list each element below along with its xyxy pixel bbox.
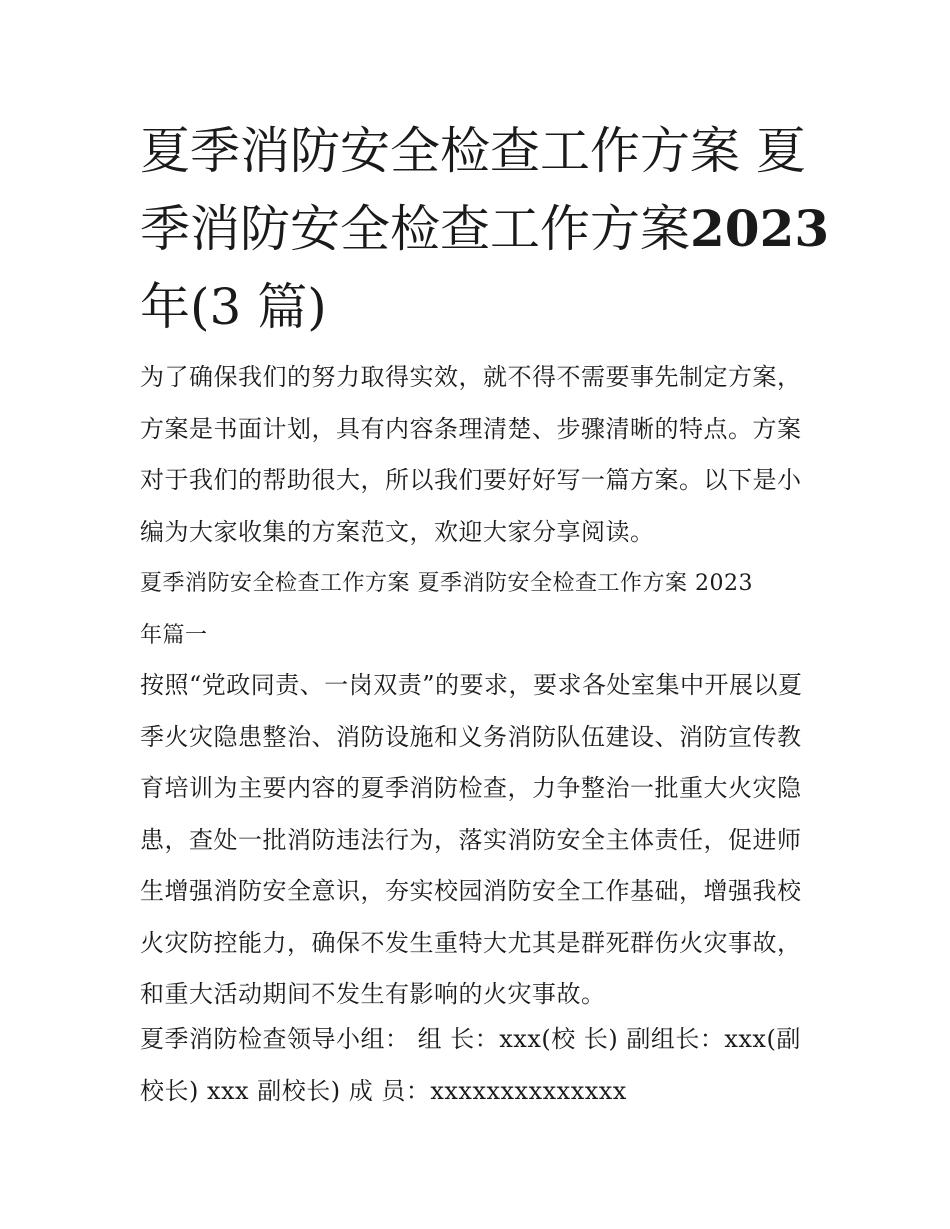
page-title: [140, 112, 830, 346]
group-line: 校长) xxx 副校长) 成 员：xxxxxxxxxxxxxx: [140, 1076, 627, 1105]
section-heading-line: 夏季消防安全检查工作方案 夏季消防安全检查工作方案 2023: [140, 571, 753, 596]
section-heading-line: 年篇一: [140, 622, 208, 648]
title-line-3: 年(3 篇): [140, 278, 327, 336]
title-line-2-text: 季消防安全检查工作方案: [140, 200, 690, 258]
intro-line: 对于我们的帮助很大，所以我们要好好写一篇方案。以下是小: [140, 466, 802, 494]
main-line: 季火灾隐患整治、消防设施和义务消防队伍建设、消防宣传教: [140, 722, 802, 751]
main-paragraph: [140, 660, 820, 1021]
main-line: 育培训为主要内容的夏季消防检查，力争整治一批重大火灾隐: [140, 774, 802, 802]
intro-line: 编为大家收集的方案范文，欢迎大家分享阅读。: [140, 517, 655, 546]
title-line-1: 夏季消防安全检查工作方案 夏: [140, 122, 806, 180]
title-year: 2023: [690, 199, 830, 258]
leadership-group-paragraph: [140, 1014, 820, 1117]
main-line: 按照“党政同责、一岗双责”的要求，要求各处室集中开展以夏: [140, 671, 803, 699]
intro-paragraph: [140, 352, 820, 558]
intro-line: 方案是书面计划，具有内容条理清楚、步骤清晰的特点。方案: [140, 414, 802, 443]
main-line: 患，查处一批消防违法行为，落实消防安全主体责任，促进师: [140, 825, 802, 854]
group-line: 夏季消防检查领导小组： 组 长：xxx(校 长) 副组长：xxx(副: [140, 1025, 801, 1053]
main-line: 和重大活动期间不发生有影响的火灾事故。: [140, 980, 606, 1008]
main-line: 生增强消防安全意识，夯实校园消防安全工作基础，增强我校: [140, 877, 802, 905]
section-heading: [140, 558, 820, 661]
title-line-2: [140, 190, 830, 268]
intro-line: 为了确保我们的努力取得实效，就不得不需要事先制定方案，: [140, 363, 802, 391]
main-line: 火灾防控能力，确保不发生重特大尤其是群死群伤火灾事故，: [140, 928, 802, 957]
